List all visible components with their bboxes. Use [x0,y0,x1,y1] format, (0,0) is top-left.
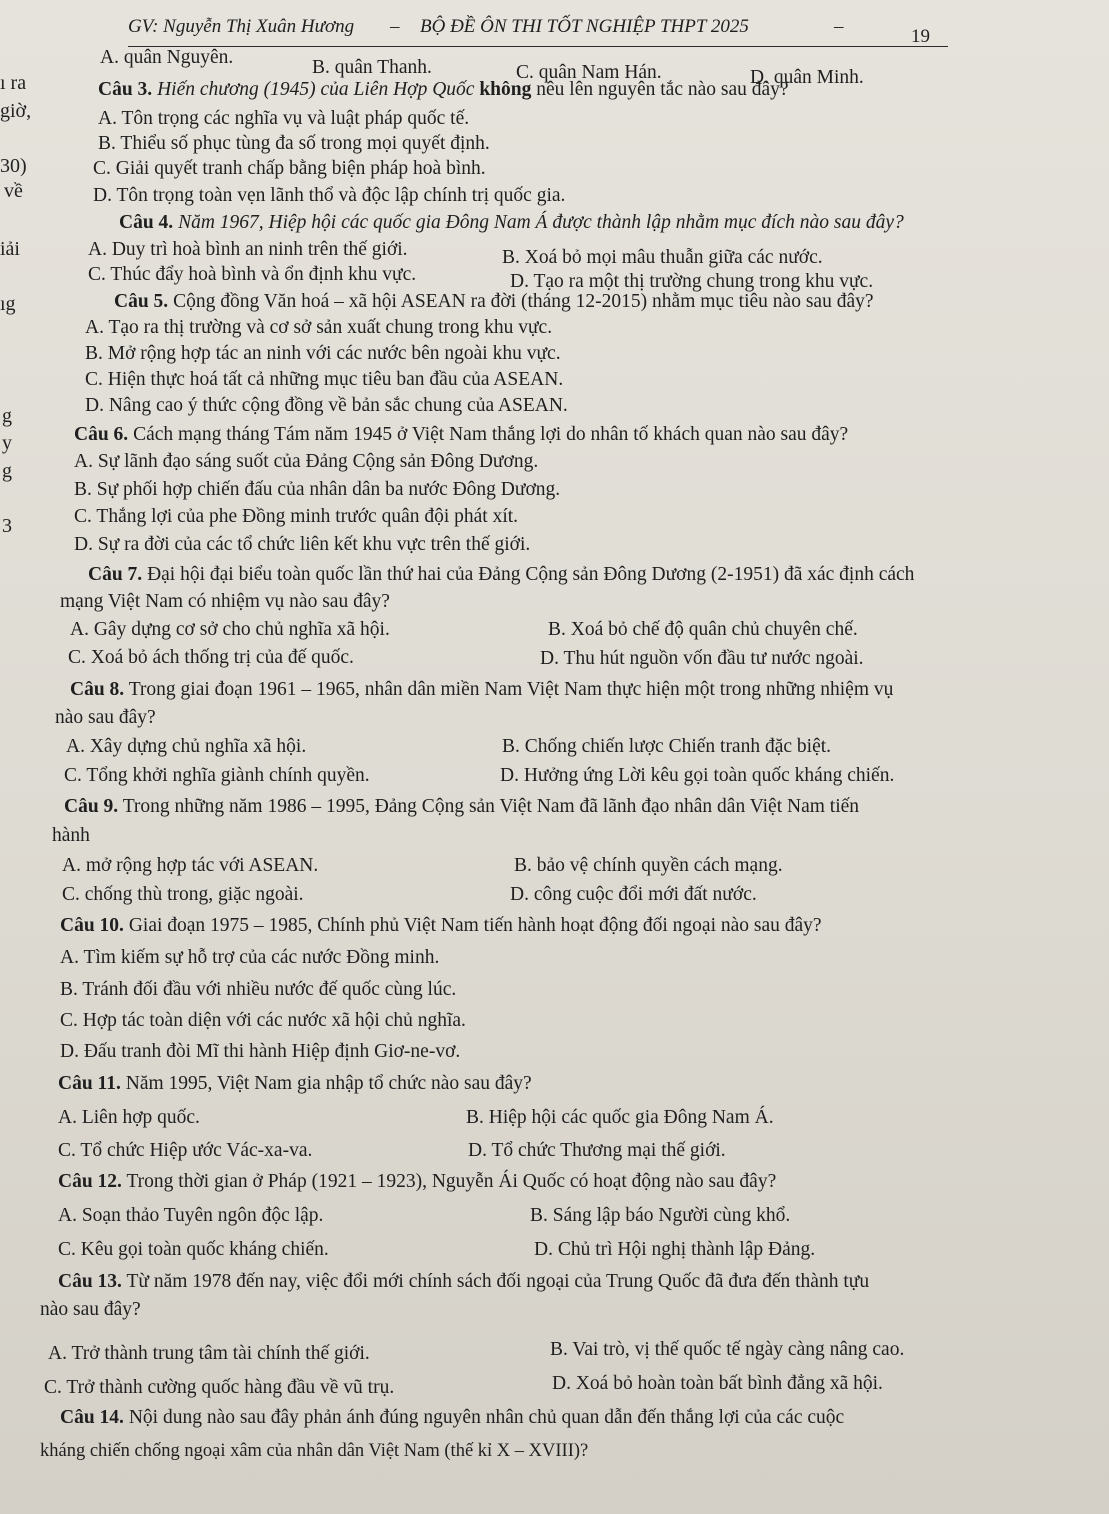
q12-stem [58,1172,776,1192]
q6-option-c: C. Thắng lợi của phe Đồng minh trước quân đội phát xít. [74,506,519,527]
q5-option-c: C. Hiện thực hoá tất cả những mục tiêu ban đầu của ASEAN. [85,369,564,390]
q6-text: Cách mạng tháng Tám năm 1945 ở Việt Nam thắng lợi do nhân tố khách quan nào sau đây? [128,424,849,445]
margin-fragment: g [2,460,12,482]
q3-option-b: B. Thiểu số phục tùng đa số trong mọi quyết định. [98,133,490,154]
q11-stem [58,1074,532,1094]
q13-text-line2: nào sau đây? [40,1299,141,1320]
margin-fragment: g [2,405,12,427]
q4-label: Câu 4. [119,212,174,233]
q14-text-line1: Nội dung nào sau đây phản ánh đúng nguyên nhân chủ quan dẫn đến thắng lợi của các cuộc [123,1407,845,1428]
q12-text: Trong thời gian ở Pháp (1921 – 1923), Nguyễn Ái Quốc có hoạt động nào sau đây? [121,1171,777,1192]
q11-text: Năm 1995, Việt Nam gia nhập tổ chức nào sau đây? [120,1073,532,1094]
margin-fragment: ı ra [0,72,27,94]
q12-label: Câu 12. [58,1171,122,1192]
q11-label: Câu 11. [58,1073,121,1094]
q13-text-line1: Từ năm 1978 đến nay, việc đổi mới chính sách đối ngoại của Trung Quốc đã đưa đến thành tựu [121,1271,870,1292]
q9-option-a: A. mở rộng hợp tác với ASEAN. [62,855,319,876]
q3-option-a: A. Tôn trọng các nghĩa vụ và luật pháp quốc tế. [98,108,470,129]
margin-fragment: ıg [0,293,16,315]
margin-fragment: 3 [2,515,12,537]
q13-option-c: C. Trở thành cường quốc hàng đầu về vũ trụ. [44,1377,395,1398]
q14-stem [60,1408,844,1428]
q11-option-d: D. Tổ chức Thương mại thế giới. [468,1140,726,1161]
q7-option-d: D. Thu hút nguồn vốn đầu tư nước ngoài. [540,648,864,669]
q2-option-c: C. quân Nam Hán. [516,62,662,83]
q9-label: Câu 9. [64,796,119,817]
q2-option-d: D. quân Minh. [750,67,864,88]
q12-option-b: B. Sáng lập báo Người cùng khổ. [530,1205,791,1226]
q3-label: Câu 3. [98,79,153,100]
q10-option-c: C. Hợp tác toàn diện với các nước xã hội chủ nghĩa. [60,1010,466,1031]
header-title: BỘ ĐỀ ÔN THI TỐT NGHIỆP THPT 2025 [420,16,749,37]
q3-stem [98,80,789,100]
q3-text-2: nêu lên nguyên tắc nào sau đây? [531,79,789,100]
q11-option-a: A. Liên hợp quốc. [58,1107,200,1128]
q9-option-c: C. chống thù trong, giặc ngoài. [62,884,304,905]
q10-option-b: B. Tránh đối đầu với nhiều nước đế quốc cùng lúc. [60,979,457,1000]
q7-option-c: C. Xoá bỏ ách thống trị của đế quốc. [68,647,354,668]
q11-option-c: C. Tổ chức Hiệp ước Vác-xa-va. [58,1140,313,1161]
q9-option-d: D. công cuộc đổi mới đất nước. [510,884,757,905]
q3-option-d: D. Tôn trọng toàn vẹn lãnh thổ và độc lập chính trị quốc gia. [93,185,566,206]
q5-text: Cộng đồng Văn hoá – xã hội ASEAN ra đời (tháng 12-2015) nhằm mục tiêu nào sau đây? [168,291,874,312]
page-header [128,12,948,47]
q6-option-d: D. Sự ra đời của các tổ chức liên kết khu vực trên thế giới. [74,534,531,555]
q4-text: Năm 1967, Hiệp hội các quốc gia Đông Nam Á được thành lập nhằm mục đích nào sau đây? [173,212,904,233]
q4-option-a: A. Duy trì hoà bình an ninh trên thế giới. [88,239,408,260]
q13-option-d: D. Xoá bỏ hoàn toàn bất bình đẳng xã hội. [552,1373,883,1394]
q9-option-b: B. bảo vệ chính quyền cách mạng. [514,855,783,876]
q12-option-d: D. Chủ trì Hội nghị thành lập Đảng. [534,1239,816,1260]
margin-fragment: y [2,432,12,454]
q8-text-line1: Trong giai đoạn 1961 – 1965, nhân dân miền Nam Việt Nam thực hiện một trong những nhiệm vụ [124,679,894,700]
q4-option-b: B. Xoá bỏ mọi mâu thuẫn giữa các nước. [502,247,823,268]
margin-fragment: iải [0,238,20,260]
q6-label: Câu 6. [74,424,129,445]
q7-text-line1: Đại hội đại biểu toàn quốc lần thứ hai của Đảng Cộng sản Đông Dương (2-1951) đã xác định cách [142,564,915,585]
q7-text-line2: mạng Việt Nam có nhiệm vụ nào sau đây? [60,591,390,612]
q2-option-a: A. quân Nguyên. [100,47,234,68]
q14-label: Câu 14. [60,1407,124,1428]
q9-text-line1: Trong những năm 1986 – 1995, Đảng Cộng sản Việt Nam đã lãnh đạo nhân dân Việt Nam tiến [118,796,860,817]
margin-fragment: giờ, [0,100,32,122]
q13-stem [58,1272,869,1292]
q8-text-line2: nào sau đây? [55,707,156,728]
q5-option-d: D. Nâng cao ý thức cộng đồng về bản sắc chung của ASEAN. [85,395,568,416]
q14-text-line2: kháng chiến chống ngoại xâm của nhân dân Việt Nam (thế kỉ X – XVIII)? [40,1441,589,1461]
q8-option-b: B. Chống chiến lược Chiến tranh đặc biệt. [502,736,832,757]
q8-option-c: C. Tổng khởi nghĩa giành chính quyền. [64,765,370,786]
q2-option-b: B. quân Thanh. [312,57,432,78]
q9-text-line2: hành [52,825,90,846]
q10-text: Giai đoạn 1975 – 1985, Chính phủ Việt Nam tiến hành hoạt động đối ngoại nào sau đây? [123,915,822,936]
q11-option-b: B. Hiệp hội các quốc gia Đông Nam Á. [466,1107,774,1128]
q4-option-d: D. Tạo ra một thị trường chung trong khu vực. [510,271,874,292]
margin-fragment: 30) [0,155,27,177]
q4-option-c: C. Thúc đẩy hoà bình và ổn định khu vực. [88,264,417,285]
q12-option-a: A. Soạn thảo Tuyên ngôn độc lập. [58,1205,324,1226]
q5-option-b: B. Mở rộng hợp tác an ninh với các nước bên ngoài khu vực. [85,343,561,364]
q5-option-a: A. Tạo ra thị trường và cơ sở sản xuất chung trong khu vực. [85,317,553,338]
q13-option-a: A. Trở thành trung tâm tài chính thế giới. [48,1343,370,1364]
margin-fragment: về [4,180,23,202]
q8-stem [70,680,893,700]
q10-stem [60,916,822,936]
q6-option-b: B. Sự phối hợp chiến đấu của nhân dân ba nước Đông Dương. [74,479,561,500]
q6-stem [74,425,848,445]
q12-option-c: C. Kêu gọi toàn quốc kháng chiến. [58,1239,329,1260]
q3-option-c: C. Giải quyết tranh chấp bằng biện pháp hoà bình. [93,158,486,179]
q3-text-1: Hiến chương (1945) của Liên Hợp Quốc [152,79,480,100]
q6-option-a: A. Sự lãnh đạo sáng suốt của Đảng Cộng sản Đông Dương. [74,451,539,472]
header-author: GV: Nguyễn Thị Xuân Hương [128,16,355,37]
header-separator: – [390,16,400,37]
q7-label: Câu 7. [88,564,143,585]
q13-option-b: B. Vai trò, vị thế quốc tế ngày càng nâng cao. [550,1339,905,1360]
page-number: 19 [911,26,930,47]
q7-option-a: A. Gây dựng cơ sở cho chủ nghĩa xã hội. [70,619,390,640]
q7-stem [88,565,914,585]
q13-label: Câu 13. [58,1271,122,1292]
q10-label: Câu 10. [60,915,124,936]
q9-stem [64,797,859,817]
q10-option-d: D. Đấu tranh đòi Mĩ thi hành Hiệp định Giơ-ne-vơ. [60,1041,461,1062]
q7-option-b: B. Xoá bỏ chế độ quân chủ chuyên chế. [548,619,858,640]
q4-stem [119,213,904,233]
q8-label: Câu 8. [70,679,125,700]
q3-bold-word: không [479,79,532,100]
q8-option-d: D. Hưởng ứng Lời kêu gọi toàn quốc kháng chiến. [500,765,895,786]
q5-stem [114,292,874,312]
q10-option-a: A. Tìm kiếm sự hỗ trợ của các nước Đồng minh. [60,947,440,968]
header-separator-2: – [834,16,844,37]
q8-option-a: A. Xây dựng chủ nghĩa xã hội. [66,736,307,757]
q5-label: Câu 5. [114,291,169,312]
